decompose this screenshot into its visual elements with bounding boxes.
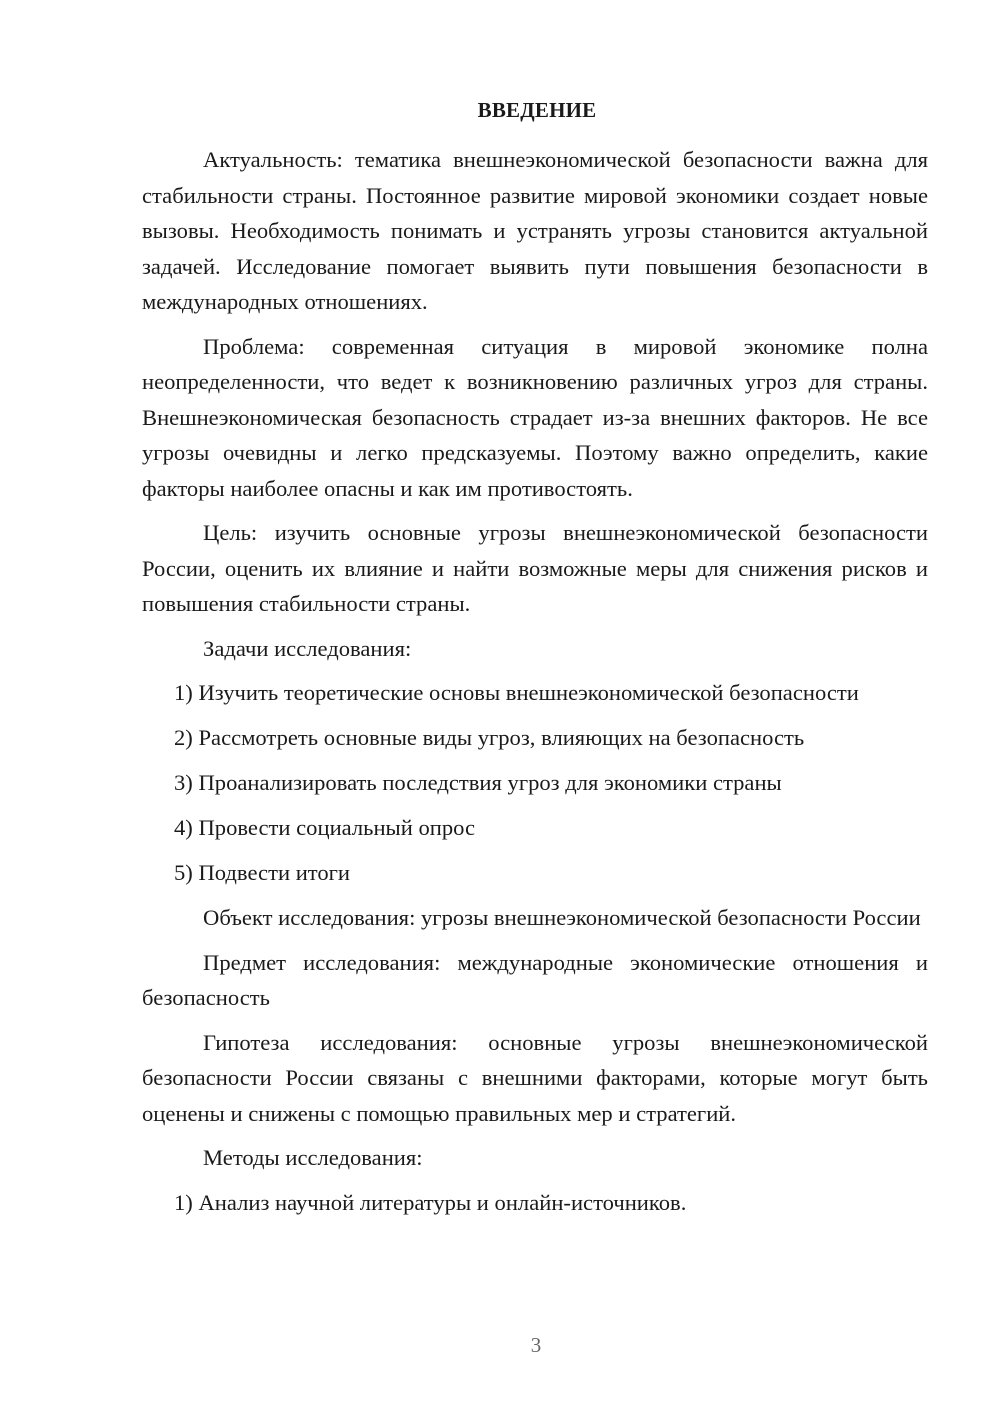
methods-heading: Методы исследования: [203,1145,423,1170]
page-number: 3 [530,1333,542,1357]
subject-paragraph: Предмет исследования: международные экономические отношения и безопасность [142,949,928,1010]
list-item: 3) Проанализировать последствия угроз для экономики страны [174,770,782,795]
hypothesis-paragraph: Гипотеза исследования: основные угрозы внешнеэкономической безопасности России связаны с внешними факторами, которые могут быть оценены и снижены с помощью правильных мер и стратегий. [142,1029,928,1126]
tasks-list [142,675,928,891]
list-item: 5) Подвести итоги [174,860,351,885]
problem-paragraph: Проблема: современная ситуация в мировой экономике полна неопределенности, что ведет к возникновению различных угроз для страны. Внешнеэкономическая безопасность страдает из-за внешних факторов. Не все угрозы очевидны и легко предсказуемы. Поэтому важно определить, какие факторы наиболее опасны и как им противостоять. [142,333,928,501]
object-paragraph: Объект исследования: угрозы внешнеэкономической безопасности России [203,905,921,930]
methods-list [142,1185,928,1221]
document-body [142,142,928,1230]
list-item: 1) Изучить теоретические основы внешнеэкономической безопасности [174,680,859,705]
goal-paragraph: Цель: изучить основные угрозы внешнеэкономической безопасности России, оценить их влияние и найти возможные меры для снижения рисков и повышения стабильности страны. [142,520,928,616]
list-item: 1) Анализ научной литературы и онлайн-источников. [174,1189,687,1215]
tasks-heading: Задачи исследования: [203,635,412,661]
list-item: 4) Провести социальный опрос [174,815,476,840]
list-item: 2) Рассмотреть основные виды угроз, влияющих на безопасность [174,725,805,750]
relevance-paragraph: Актуальность: тематика внешнеэкономической безопасности важна для стабильности страны. Постоянное развитие мировой экономики создает новые вызовы. Необходимость понимать и устранять угрозы становится актуальной задачей. Исследование помогает выявить пути повышения безопасности в международных отношениях. [142,147,928,314]
section-title: ВВЕДЕНИЕ [477,98,597,122]
